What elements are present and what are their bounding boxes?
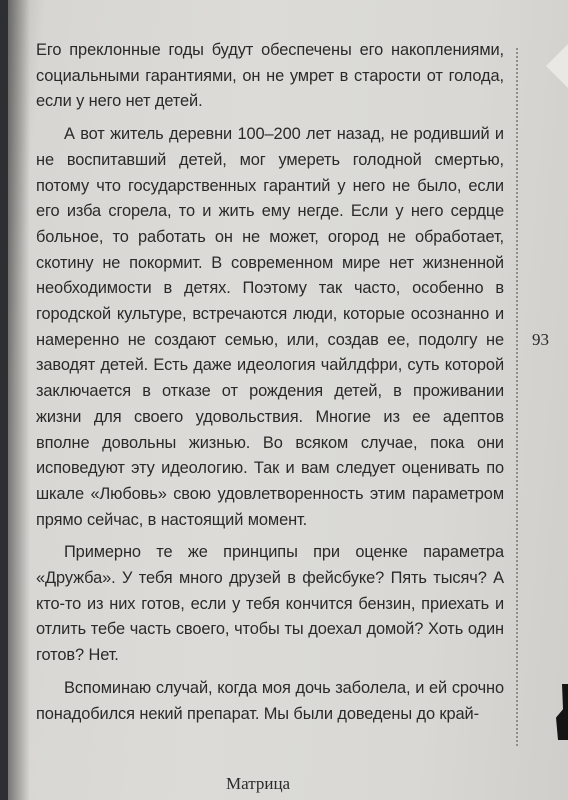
paragraph-1: Его преклонные годы будут обеспечены его накоплениями, социальными гарантиями, он не умрет в старости от голода, если у него нет детей.	[36, 41, 504, 111]
paragraph-3: Примерно те же принципы при оценке параметра «Дружба». У тебя много друзей в фейсбуке? Пять тысяч? А кто-то из них готов, если у тебя кончится бензин, приехать и отлить тебе часть своего, чтобы ты доехал домой? Хоть один готов? Нет.	[36, 543, 504, 665]
page-number: 93	[532, 330, 549, 349]
page-edge-tab-top	[546, 44, 568, 88]
book-page	[8, 0, 568, 800]
margin-dotted-rule	[516, 48, 518, 746]
paragraph-4: Вспоминаю случай, когда моя дочь заболела, и ей срочно понадобился некий препарат. Мы были доведены до край-	[36, 678, 504, 723]
running-footer-title: Матрица	[226, 774, 291, 793]
binding-shadow	[8, 0, 30, 800]
paragraph-2: А вот житель деревни 100–200 лет назад, не родивший и не воспитавший детей, мог умереть голодной смертью, потому что государственных гарантий у него не было, если его изба сгорела, то и жить ему негде. Если у него сердце больное, то работать он не может, огород не обработает, скотину не покормит. В современном мире нет жизненной необходимости в детях. Поэтому так часто, особенно в городской культуре, встречаются люди, которые осознанно и намеренно не создают семью, или, создав ее, подолгу не заводят детей. Есть даже идеология чайлдфри, суть которой заключается в отказе от рождения детей, в проживании жизни для своего удовольствия. Многие из ее адептов вполне довольны жизнью. Во всяком случае, пока они исповедуют эту идеологию. Так и вам следует оценивать по шкале «Любовь» свою удовлетворенность этим параметром прямо сейчас, в настоящий момент.	[36, 125, 504, 529]
body-text	[36, 38, 504, 727]
page-edge-tab-bottom	[556, 684, 568, 740]
